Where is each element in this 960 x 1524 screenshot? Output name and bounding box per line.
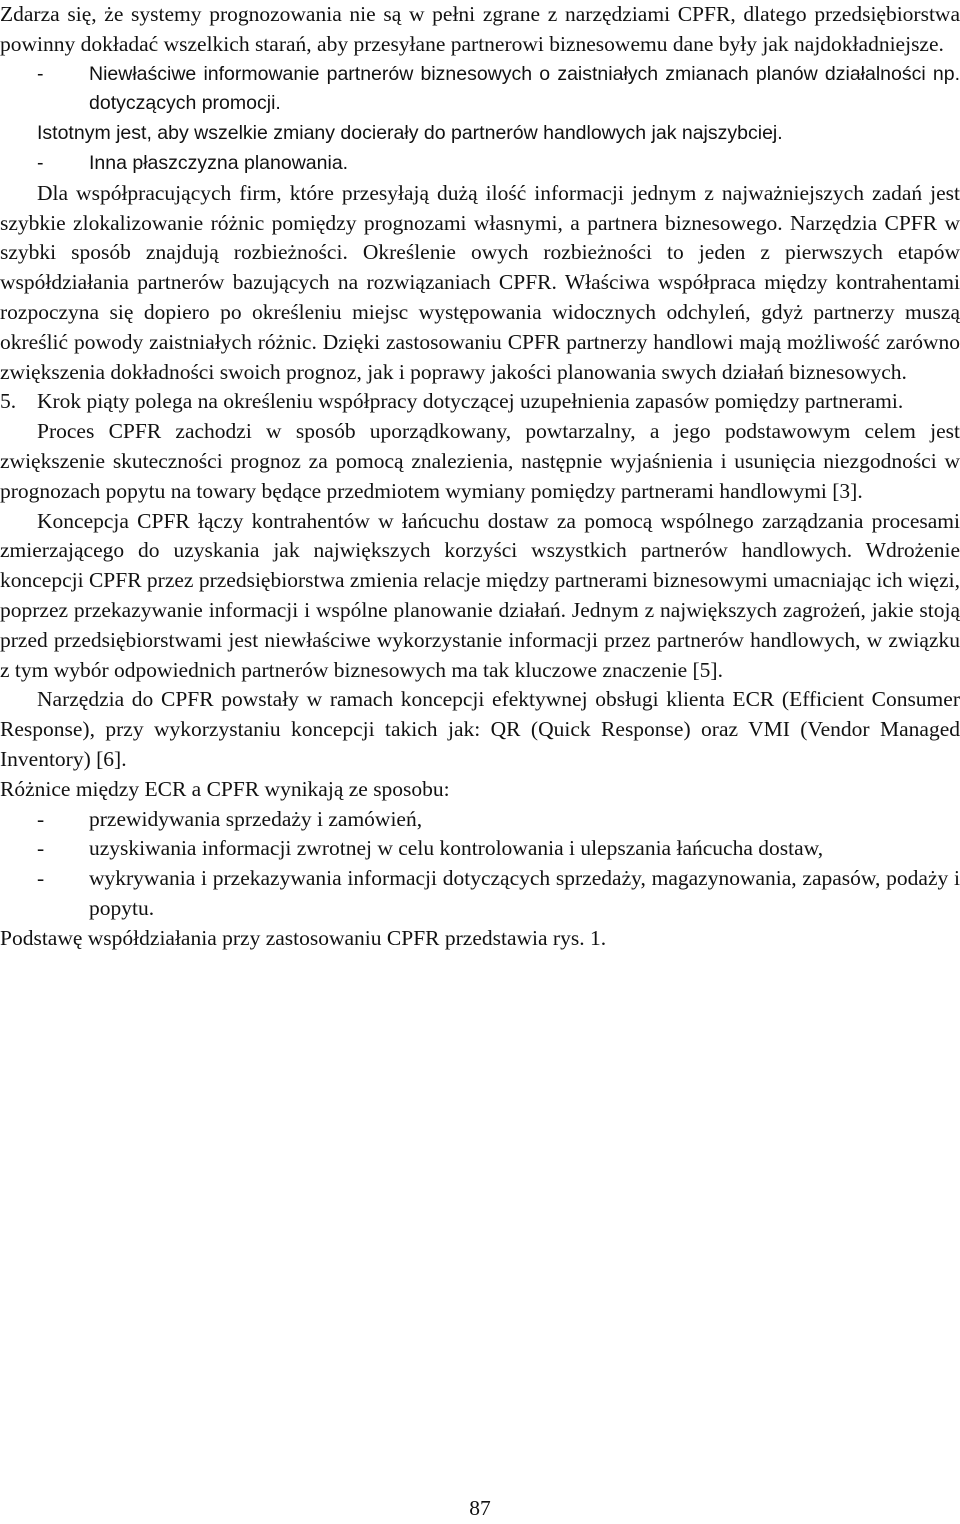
list-item <box>0 864 960 924</box>
paragraph-bullet1-continuation: Istotnym jest, aby wszelkie zmiany docierały do partnerów handlowych jak najszybciej. <box>37 122 783 145</box>
bullet-dash: - <box>37 836 45 861</box>
bullet-item-planning-plane <box>0 149 960 179</box>
differences-list <box>0 805 960 924</box>
paragraph-koncepcja: Koncepcja CPFR łączy kontrahentów w łańcuchu dostaw za pomocą wspólnego zarządzania procesami zmierzającego do uzyskania jak największych korzyści wszystkich partnerów handlowych. Wdrożenie koncepcji CPFR przez przedsiębiorstwa zmienia relacje między partnerami biznesowymi umacniając ich więzi, poprzez przekazywanie informacji i wspólne planowanie działań. Jednym z największych zagrożeń, jakie stoją przed przedsiębiorstwami jest niewłaściwe wykorzystanie informacji przez partnerów handlowych, w związku z tym wybór odpowiednich partnerów biznesowych ma tak kluczowe znaczenie [5]. <box>0 508 960 682</box>
paragraph-closing: Podstawę współdziałania przy zastosowaniu CPFR przedstawia rys. 1. <box>0 925 607 950</box>
bullet-item-misinforming <box>0 60 960 120</box>
bullet-dash: - <box>37 866 45 891</box>
list-item-text: wykrywania i przekazywania informacji dotyczących sprzedaży, magazynowania, zapasów, podaży i popytu. <box>89 866 960 920</box>
list-item <box>0 805 960 835</box>
paragraph-proces: Proces CPFR zachodzi w sposób uporządkowany, powtarzalny, a jego podstawowym celem jest zwiększenie skuteczności prognoz za pomocą znalezienia, następnie wyjaśnienia i usunięcia niezgodności w prognozach popytu na towary będące przedmiotem wymiany pomiędzy partnerami handlowymi [3]. <box>0 419 960 503</box>
bullet-text: Inna płaszczyzna planowania. <box>89 151 349 174</box>
paragraph-intro: Zdarza się, że systemy prognozowania nie są w pełni zgrane z narzędziami CPFR, dlatego przedsiębiorstwa powinny dokładać wszelkich starań, aby przesyłane partnerowi biznesowemu dane były jak najdokładniejsze. <box>0 2 960 56</box>
list-item-text: przewidywania sprzedaży i zamówień, <box>89 806 423 831</box>
bullet-dash: - <box>37 806 45 831</box>
bullet-dash: - <box>37 151 44 174</box>
numbered-step-5 <box>0 387 960 417</box>
bullet-text: Niewłaściwe informowanie partnerów biznesowych o zaistniałych zmianach planów działalności np. dotyczących promocji. <box>89 62 960 115</box>
bullet-dash: - <box>37 62 44 85</box>
paragraph-narzedzia: Narzędzia do CPFR powstały w ramach koncepcji efektywnej obsługi klienta ECR (Efficient Consumer Response), przy wykorzystaniu koncepcji takich jak: QR (Quick Response) oraz VMI (Vendor Managed Inventory) [6]. <box>0 687 960 771</box>
page-number: 87 <box>469 1496 491 1520</box>
paragraph-bullet2-continuation: Dla współpracujących firm, które przesyłają dużą ilość informacji jednym z najważniejszych zadań jest szybkie zlokalizowanie różnic pomiędzy prognozami własnymi, a partnera biznesowego. Narzędzia CPFR w szybki sposób znajdują rozbieżności. Określenie owych rozbieżności to jeden z pierwszych etapów współdziałania partnerów bazujących na rozwiązaniach CPFR. Właściwa współpraca między kontrahentami rozpoczyna się dopiero po określeniu miejsc występowania widocznych odchyleń, gdyż partnerzy muszą określić powody zaistniałych różnic. Dzięki zastosowaniu CPFR partnerzy handlowi mają możliwość zarówno zwiększenia dokładności swoich prognoz, jak i poprawy jakości planowania swych działań biznesowych. <box>0 180 960 384</box>
list-item-text: uzyskiwania informacji zwrotnej w celu kontrolowania i ulepszania łańcucha dostaw, <box>89 836 824 861</box>
paragraph-roznice: Różnice między ECR a CPFR wynikają ze sposobu: <box>0 776 450 801</box>
list-item <box>0 834 960 864</box>
step-text: Krok piąty polega na określeniu współpracy dotyczącej uzupełnienia zapasów pomiędzy partnerami. <box>37 389 904 414</box>
step-number: 5. <box>0 389 17 414</box>
